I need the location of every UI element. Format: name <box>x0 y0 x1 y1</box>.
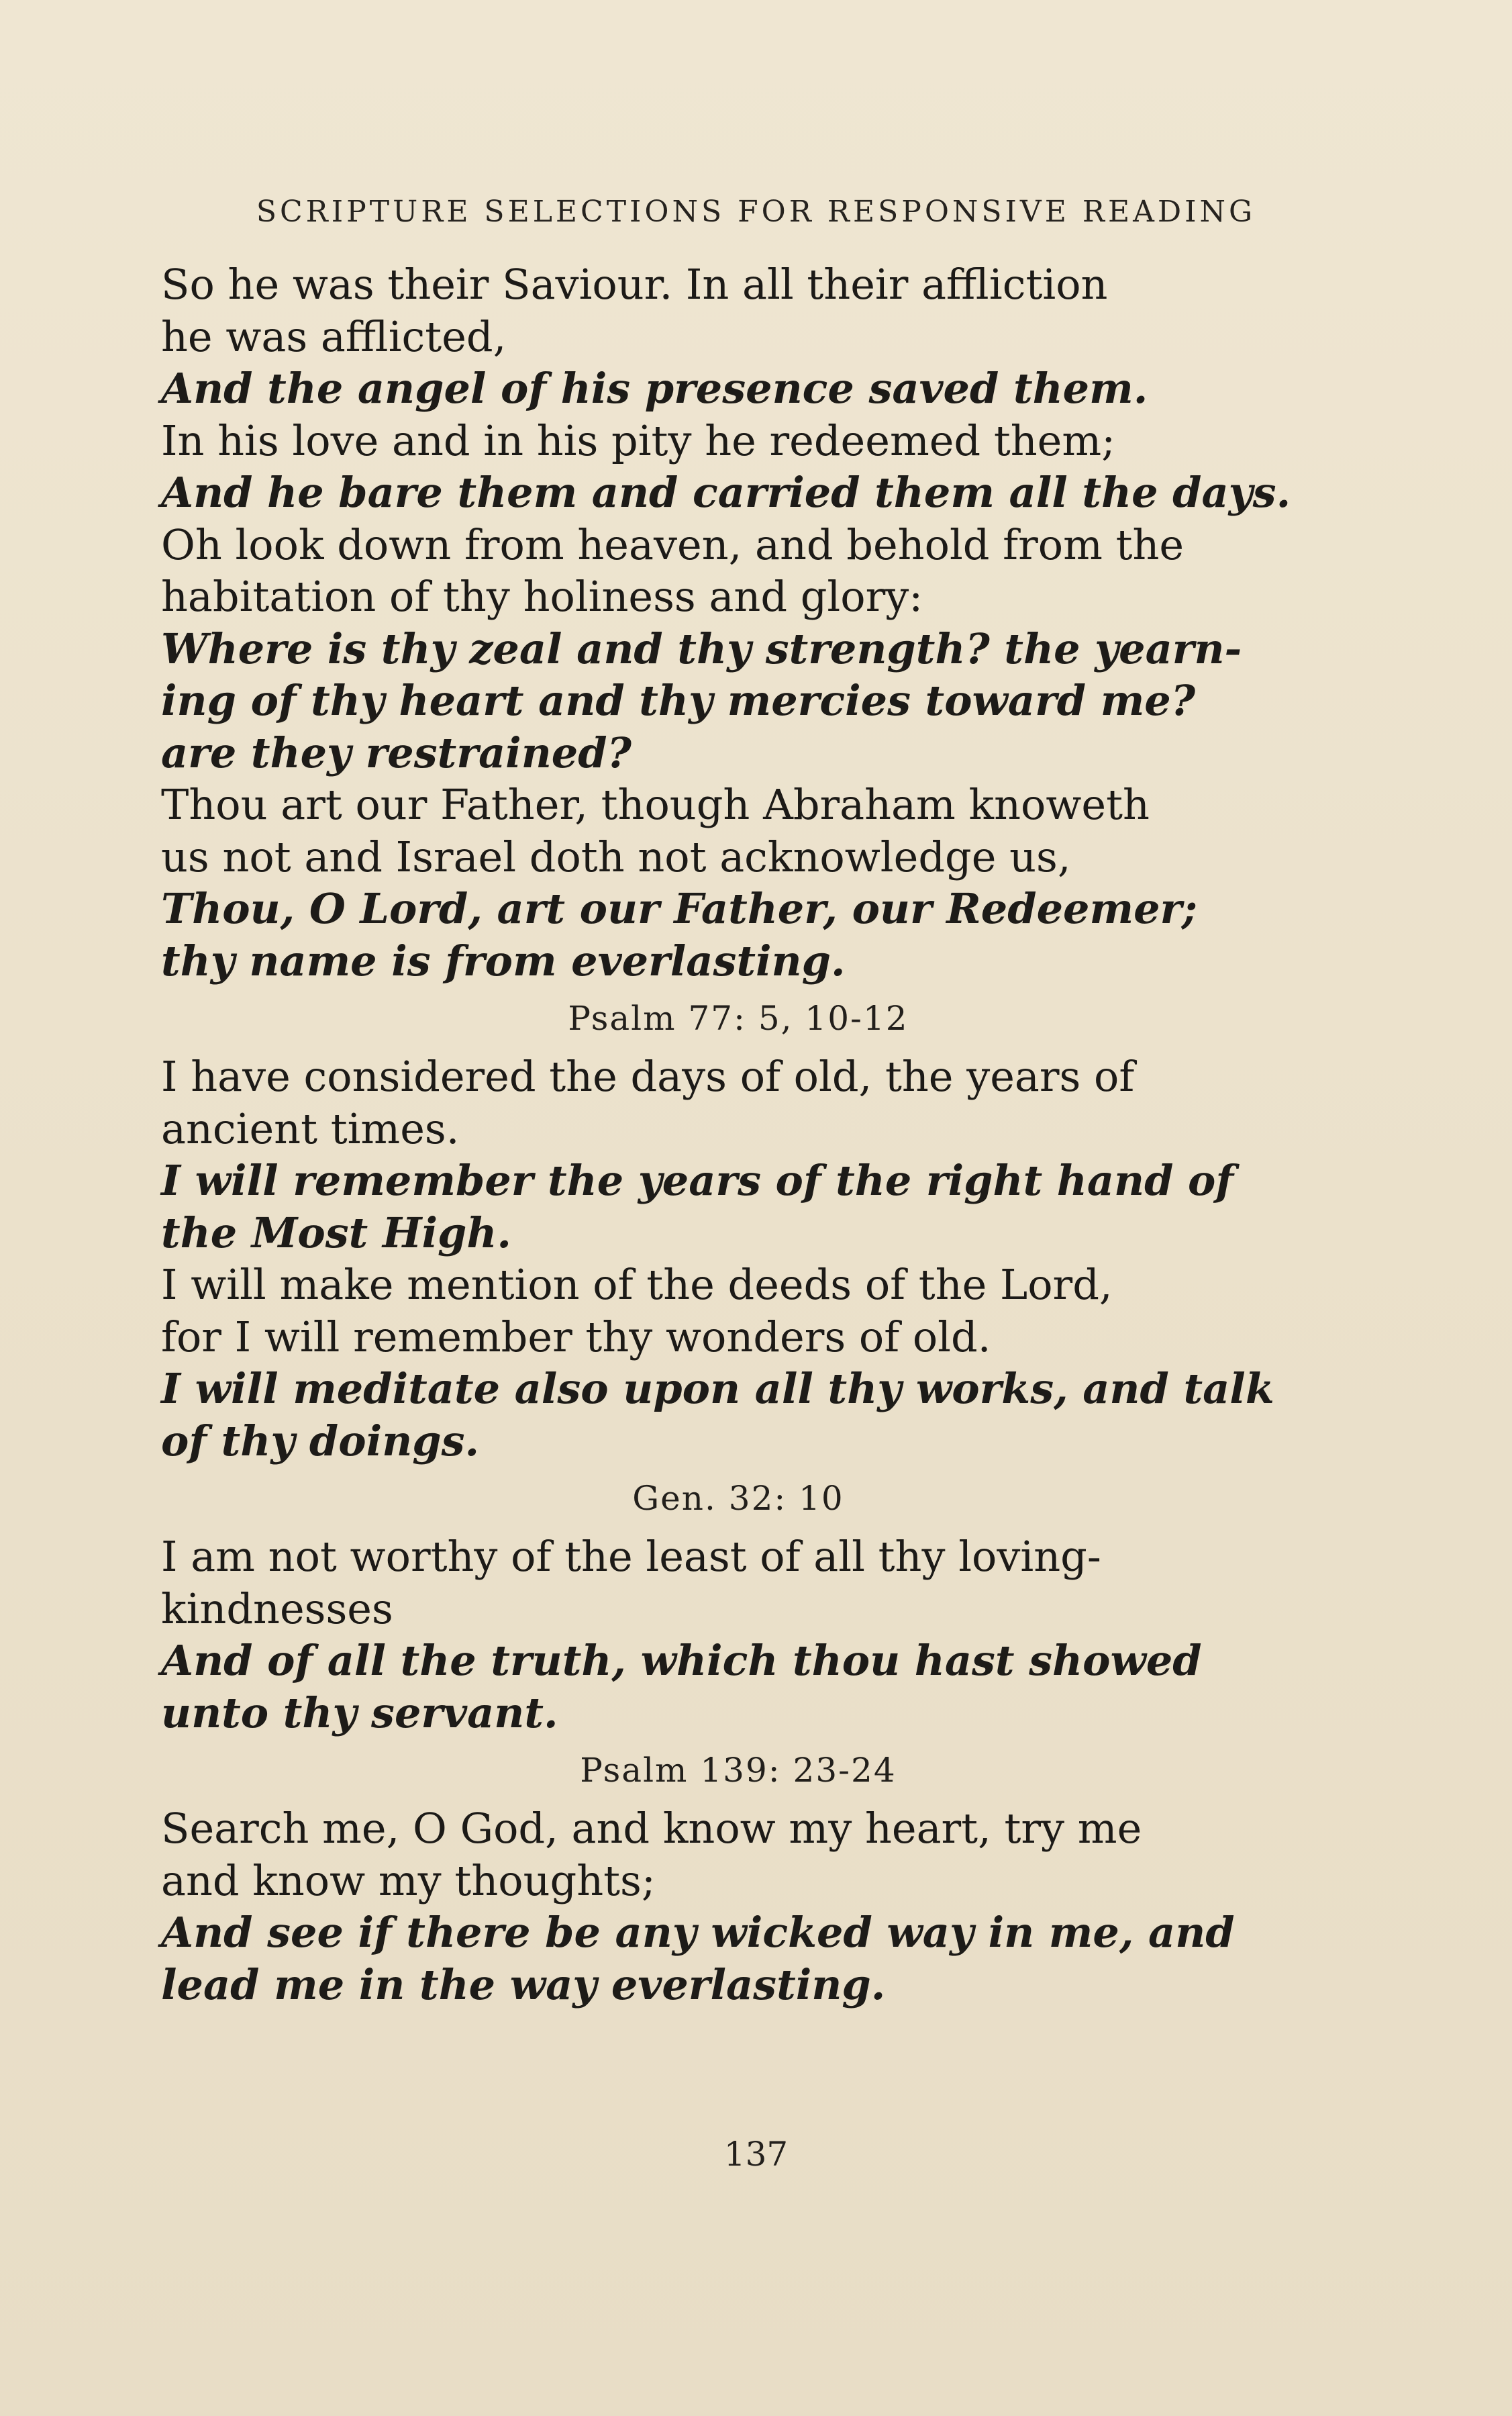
response-line: Thou, O Lord, art our Father, our Redeemer; <box>161 884 1198 933</box>
section-4 <box>161 1753 1315 2011</box>
verse-line: and know my thoughts; <box>161 1855 656 1905</box>
scripture-reference: Psalm 139: 23-24 <box>580 1751 897 1790</box>
verse-line: habitation of thy holiness and glory: <box>161 572 923 621</box>
response-line: thy name is from everlasting. <box>161 936 846 985</box>
verse-line: ancient times. <box>161 1104 460 1153</box>
verse-line: Search me, O God, and know my heart, try me <box>161 1804 1142 1853</box>
response-line: of thy doings. <box>161 1416 480 1465</box>
response-line: are they restrained? <box>161 728 632 777</box>
verse-line: for I will remember thy wonders of old. <box>161 1312 991 1361</box>
verse-line: kindnesses <box>161 1584 393 1633</box>
section-2 <box>161 999 1315 1467</box>
running-header: SCRIPTURE SELECTIONS FOR RESPONSIVE READING <box>256 195 1256 229</box>
response-line: ing of thy heart and thy mercies toward me? <box>161 676 1196 725</box>
response-line: And of all the truth, which thou hast showed <box>161 1636 1202 1685</box>
verse-line: he was afflicted, <box>161 311 507 361</box>
scripture-reference: Psalm 77: 5, 10-12 <box>568 999 909 1038</box>
verse-line: I have considered the days of old, the years of <box>161 1052 1135 1101</box>
verse-line: us not and Israel doth not acknowledge us, <box>161 832 1071 881</box>
verse-line: So he was their Saviour. In all their affliction <box>161 260 1108 309</box>
response-line: the Most High. <box>161 1208 512 1257</box>
response-line: I will meditate also upon all thy works, and talk <box>161 1364 1274 1413</box>
reading-text <box>161 258 1315 2011</box>
response-line: Where is thy zeal and thy strength? the yearn- <box>161 624 1242 673</box>
verse-line: Thou art our Father, though Abraham knoweth <box>161 780 1150 829</box>
response-line: lead me in the way everlasting. <box>161 1960 886 2009</box>
verse-line: I am not worthy of the least of all thy loving- <box>161 1532 1101 1581</box>
scripture-reference: Gen. 32: 10 <box>632 1479 844 1518</box>
response-line: And see if there be any wicked way in me, and <box>161 1908 1235 1957</box>
section-3 <box>161 1479 1315 1739</box>
response-line: And he bare them and carried them all the days. <box>161 468 1291 517</box>
verse-line: I will make mention of the deeds of the Lord, <box>161 1260 1113 1309</box>
response-line: unto thy servant. <box>161 1688 558 1737</box>
response-line: I will remember the years of the right hand of <box>161 1156 1234 1205</box>
page-number: 137 <box>723 2135 789 2174</box>
verse-line: In his love and in his pity he redeemed them; <box>161 416 1116 465</box>
section-1 <box>161 258 1315 987</box>
response-line: And the angel of his presence saved them. <box>161 364 1148 413</box>
verse-line: Oh look down from heaven, and behold from the <box>161 520 1185 569</box>
